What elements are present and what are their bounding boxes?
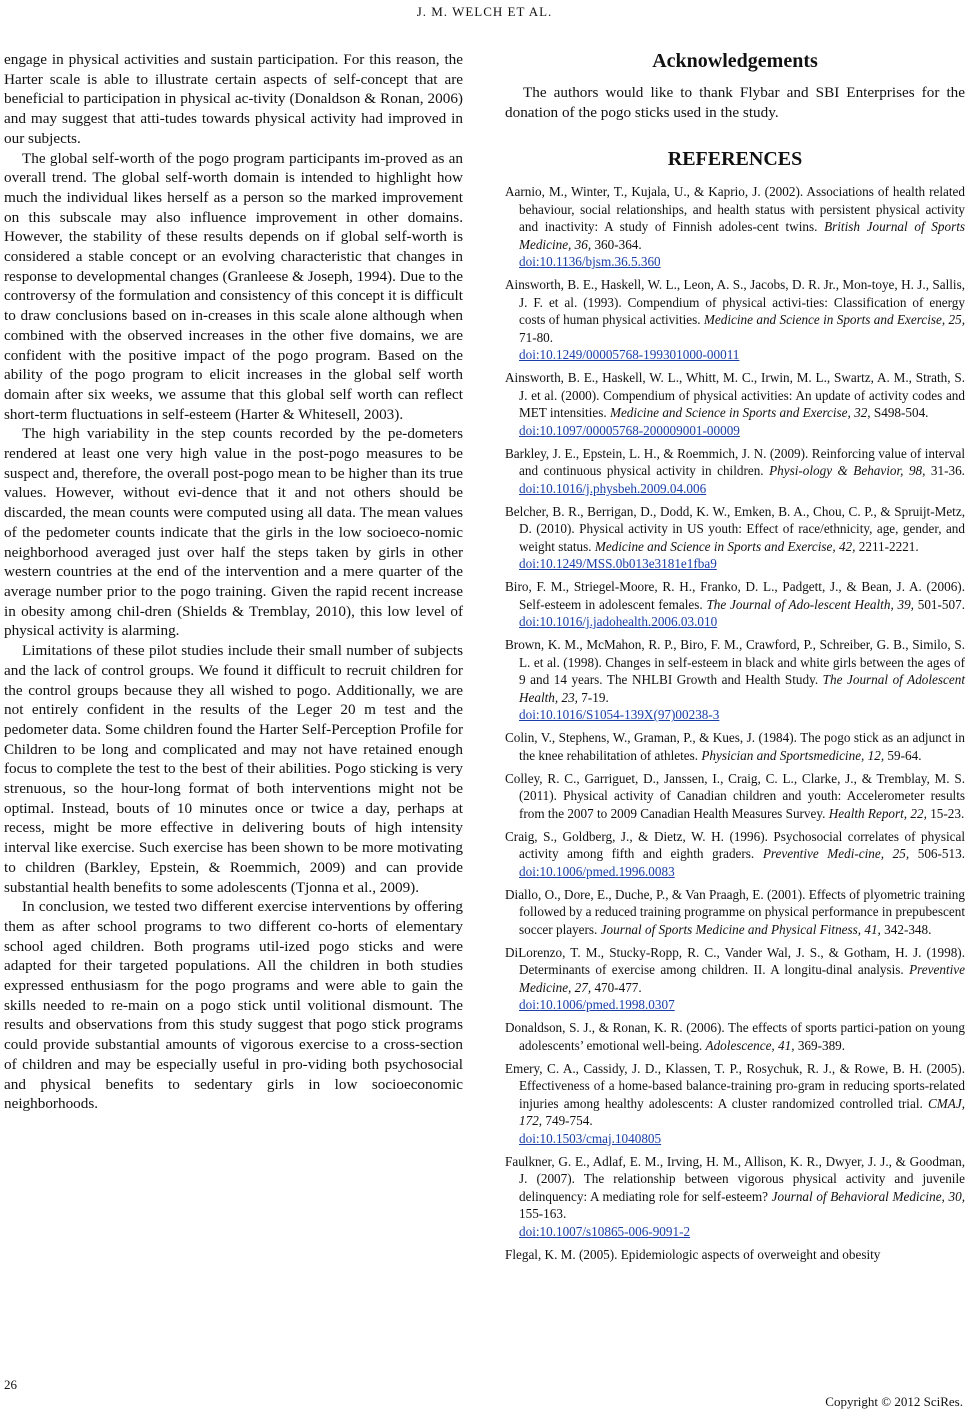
reference-journal: Health Report, 22,	[828, 805, 927, 821]
reference-item: Craig, S., Goldberg, J., & Dietz, W. H. (1996). Psychosocial correlates of physical activity among fifth and eighth graders. Preventive Medi-cine, 25, 506-513. doi:10.1006/pmed.1996.0083	[505, 828, 965, 879]
reference-journal: Medicine and Science in Sports and Exercise, 25,	[703, 312, 965, 328]
body-paragraph: In conclusion, we tested two different exercise interventions by offering them as after school programs to two different co-horts of elementary school aged children. Both programs util-ized pogo sticks and were adapted for their targeted populations. All the children in both studies expressed enthusiasm for the pogo programs and were able to gain the skills needed to re-main on a pogo stick until volitional dismount. The results and observations from this study suggest that pogo stick programs could provide substantial amounts of vigorous exercise to a cross-section of children and may be especially useful in pro-viding both psychosocial and physical benefits to sedentary girls in low socioeconomic neighborhoods.	[4, 898, 463, 1113]
reference-item: Biro, F. M., Striegel-Moore, R. H., Franko, D. L., Padgett, J., & Bean, J. A. (2006). Self-esteem in adolescent females. The Journal of Ado-lescent Health, 39, 501-507. doi:10.1016/j.jadohealth.2006.03.010	[505, 579, 965, 630]
reference-journal: Preventive Medicine, 27,	[519, 962, 965, 995]
reference-journal: CMAJ, 172,	[519, 1095, 965, 1129]
reference-item: Aarnio, M., Winter, T., Kujala, U., & Kaprio, J. (2002). Associations of health related behaviour, social relationships, and health status with persistent physical activity and inactivity: A study of Finnish adoles-cent twins. British Journal of Sports Medicine, 36, 360-364. doi:10.1136/bjsm.36.5.360	[505, 184, 965, 270]
reference-item: Colley, R. C., Garriguet, D., Janssen, I., Craig, C. L., Clarke, J., & Tremblay, M. S. (2011). Physical activity of Canadian children and youth: Accelerometer results from the 2007 to 2009 Canadian Health Measures Survey. Health Report, 22, 15-23.	[505, 770, 965, 821]
reference-item: Belcher, B. R., Berrigan, D., Dodd, K. W., Emken, B. A., Chou, C. P., & Spruijt-Metz, D. (2010). Physical activity in US youth: Effect of race/ethnicity, age, gender, and weight status. Medicine and Science in Sports and Exercise, 42, 2211-2221. doi:10.1249/MSS.0b013e3181e1fba9	[505, 503, 965, 572]
doi-link[interactable]: doi:10.1249/00005768-199301000-00011	[519, 347, 740, 363]
doi-link[interactable]: doi:10.1006/pmed.1996.0083	[519, 863, 675, 879]
left-column	[4, 50, 463, 1114]
doi-link[interactable]: doi:10.1097/00005768-200009001-00009	[519, 422, 740, 438]
reference-journal: The Journal of Ado-lescent Health, 39,	[706, 596, 914, 612]
reference-item: Donaldson, S. J., & Ronan, K. R. (2006). The effects of sports partici-pation on young adolescents’ emotional well-being. Adolescence, 41, 369-389.	[505, 1020, 965, 1053]
reference-journal: Medicine and Science in Sports and Exercise, 32,	[609, 405, 871, 421]
doi-link[interactable]: doi:10.1016/j.jadohealth.2006.03.010	[519, 614, 718, 630]
reference-journal: Medicine and Science in Sports and Exercise, 42,	[594, 538, 856, 554]
doi-link[interactable]: doi:10.1016/S1054-139X(97)00238-3	[519, 707, 720, 723]
references-heading: REFERENCES	[667, 148, 803, 171]
reference-journal: Physician and Sportsmedicine, 12,	[701, 747, 885, 763]
reference-journal: Adolescence, 41,	[705, 1037, 795, 1053]
reference-item: Ainsworth, B. E., Haskell, W. L., Leon, A. S., Jacobs, D. R. Jr., Mon-toye, H. J., Sallis, J. F. et al. (1993). Compendium of physical activi-ties: Classification of energy costs of human physical activities. Medicine and Science in Sports and Exercise, 25, 71-80. doi:10.1249/00005768-199301000-00011	[505, 277, 965, 363]
body-paragraph: engage in physical activities and sustain participation. For this reason, the Harter scale is able to illustrate certain aspects of self-concept that are beneficial to participation in physical ac-tivity (Donaldson & Ronan, 2006) and may suggest that atti-tudes towards physical activity had improved in our subjects.	[4, 51, 463, 147]
body-paragraph: The high variability in the step counts recorded by the pe-dometers rendered at least one very high value in the post-pogo measures to be suspect and, therefore, the overall post-pogo mean to be higher than its true values. However, without evi-dence that it and not others should be discarded, the mean counts were computed using all data. The mean values of the pedometer counts indicate that the girls in the low socioeco-nomic neighborhood averaged just over half the steps taken by girls in other western countries at the end of the intervention and a mere quarter of the average number prior to the pogo training. Given the rapid recent increase in obesity among chil-dren (Shields & Tremblay, 2010), this low level of physical activity is alarming.	[4, 425, 463, 640]
reference-journal: Physi-ology & Behavior, 98,	[769, 463, 926, 479]
reference-item: DiLorenzo, T. M., Stucky-Ropp, R. C., Vander Wal, J. S., & Gotham, H. J. (1998). Determinants of exercise among children. II. A longitu-dinal analysis. Preventive Medicine, 27, 470-477. doi:10.1006/pmed.1998.0307	[505, 944, 965, 1013]
reference-journal: The Journal of Adolescent Health, 23,	[519, 672, 965, 705]
reference-item: Ainsworth, B. E., Haskell, W. L., Whitt, M. C., Irwin, M. L., Swartz, A. M., Strath, S. J. et al. (2000). Compendium of physical activities: An update of activity codes and MET intensities. Medicine and Science in Sports and Exercise, 32, S498-504. doi:10.1097/00005768-200009001-00009	[505, 370, 965, 438]
doi-link[interactable]: doi:10.1006/pmed.1998.0307	[519, 997, 675, 1013]
reference-journal: Journal of Sports Medicine and Physical Fitness, 41,	[600, 921, 881, 937]
page-number: 26	[4, 1377, 17, 1392]
doi-link[interactable]: doi:10.1503/cmaj.1040805	[519, 1130, 662, 1146]
doi-link[interactable]: doi:10.1249/MSS.0b013e3181e1fba9	[519, 556, 717, 572]
acknowledgements-heading: Acknowledgements	[652, 50, 818, 72]
reference-list	[505, 183, 965, 1263]
reference-item: Diallo, O., Dore, E., Duche, P., & Van Praagh, E. (2001). Effects of plyometric training followed by a reduced training programme on physical performance in prepubescent soccer players. Journal of Sports Medicine and Physical Fitness, 41, 342-348.	[505, 886, 966, 937]
reference-item: Barkley, J. E., Epstein, L. H., & Roemmich, J. N. (2009). Reinforcing value of interval and continuous physical activity in children. Physi-ology & Behavior, 98, 31-36. doi:10.1016/j.physbeh.2009.04.006	[505, 445, 965, 496]
acknowledgements-text: The authors would like to thank Flybar and SBI Enterprises for the donation of the pogo sticks used in the study.	[505, 84, 965, 121]
body-paragraph: Limitations of these pilot studies include their small number of subjects and the lack of control groups. We found it difficult to recruit children for the control groups because they all wished to pogo. Additionally, we are not entirely confident in the results of the Leger 20 m test and the pedometer data. Some children found the Harter Self-Perception Profile for Children to be long and complicated and may not have retained enough focus to complete the test to the best of their abilities. Pogo sticking is very strenuous, so the hour-long format of both interventions might not be optimal. Instead, bouts of 10 minutes once or twice a day, perhaps at recess, might be more effective in delivering bouts of high intensity interval like exercise. Such exercise has been shown to be more motivating to children (Barkley, Epstein, & Roemmich, 2009) and can provide substantial health benefits to some adolescents (Tjonna et al., 2009).	[4, 642, 463, 896]
reference-journal: Preventive Medi-cine, 25,	[762, 846, 910, 862]
doi-link[interactable]: doi:10.1007/s10865-006-9091-2	[519, 1223, 691, 1239]
reference-item: Colin, V., Stephens, W., Graman, P., & Kues, J. (1984). The pogo stick as an adjunct in the knee rehabilitation of athletes. Physician and Sportsmedicine, 12, 59-64.	[505, 730, 965, 763]
copyright-notice: Copyright © 2012 SciRes.	[825, 1394, 963, 1409]
running-header: J. M. WELCH ET AL.	[416, 4, 553, 19]
body-paragraph: The global self-worth of the pogo program participants im-proved as an overall trend. The global self-worth domain is intended to highlight how much the individual likes herself as a person so the marked improvement on this subscale may also influence improvement in other domains. However, the stability of these results depends on if global self-worth is considered a stable concept or an evolving characteristic that changes in response to developmental changes (Granleese & Joseph, 1994). Due to the controversy of the formulation and consistency of this concept it is difficult to draw conclusions based on in-creases in this scale alone although when combined with the observed increases in the other five domains, we are confident with the positive impact of the pogo program. Based on the ability of the pogo program to elicit increases in the global self worth domain after six weeks, we assume that this global self worth can reflect short-term fluctuations in self-esteem (Harter & Whitesell, 2003).	[4, 149, 463, 423]
right-column	[505, 50, 965, 1269]
reference-journal: British Journal of Sports Medicine, 36,	[519, 219, 965, 252]
reference-item: Brown, K. M., McMahon, R. P., Biro, F. M., Crawford, P., Schreiber, G. B., Similo, S. L. et al. (1998). Changes in self-esteem in black and white girls between the ages of 9 and 14 years. The NHLBI Growth and Health Study. The Journal of Adolescent Health, 23, 7-19. doi:10.1016/S1054-139X(97)00238-3	[505, 637, 965, 723]
reference-journal: Journal of Behavioral Medicine, 30,	[771, 1188, 965, 1204]
reference-item: Faulkner, G. E., Adlaf, E. M., Irving, H. M., Allison, K. R., Dwyer, J. J., & Goodman, J. (2007). The relationship between vigorous physical activity and juvenile delinquency: A mediating role for self-esteem? Journal of Behavioral Medicine, 30, 155-163. doi:10.1007/s10865-006-9091-2	[505, 1153, 965, 1239]
reference-item: Emery, C. A., Cassidy, J. D., Klassen, T. P., Rosychuk, R. J., & Rowe, B. H. (2005). Effectiveness of a home-based balance-training pro-gram in reducing sports-related injuries among healthy adolescents: A cluster randomized controlled trial. CMAJ, 172, 749-754. doi:10.1503/cmaj.1040805	[505, 1060, 965, 1146]
reference-item: Flegal, K. M. (2005). Epidemiologic aspects of overweight and obesity	[505, 1246, 881, 1262]
doi-link[interactable]: doi:10.1136/bjsm.36.5.360	[519, 254, 661, 270]
doi-link[interactable]: doi:10.1016/j.physbeh.2009.04.006	[519, 480, 707, 496]
